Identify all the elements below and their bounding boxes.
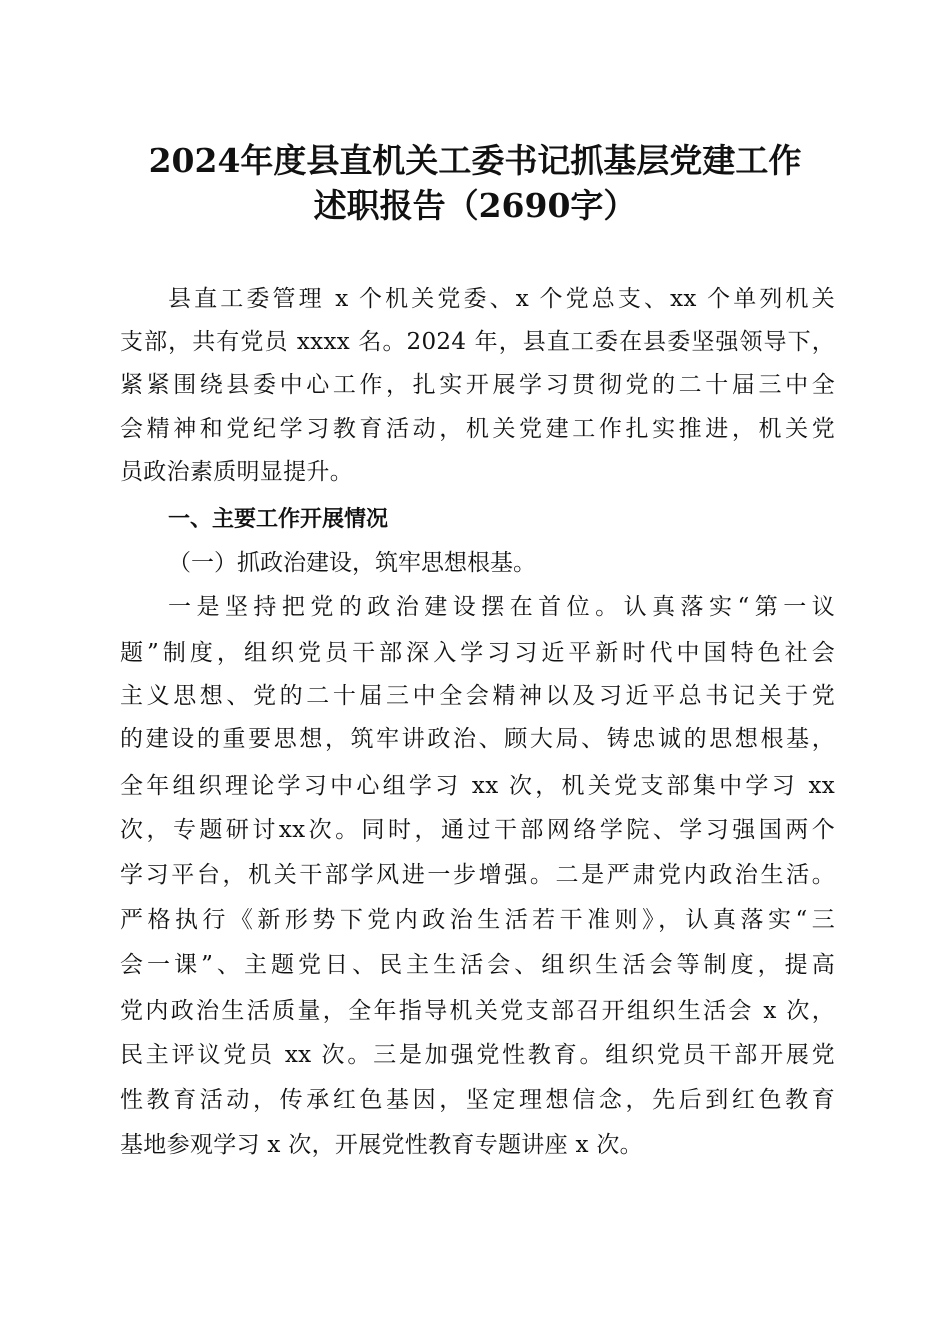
intro-line: 县直工委管理 x 个机关党委、x 个党总支、xx 个单列机关	[168, 286, 835, 312]
intro-line: 支部，共有党员 xxxx 名。2024 年，县直工委在县委坚强领导下，	[120, 329, 835, 355]
section-heading: 一、主要工作开展情况	[168, 507, 389, 532]
intro-line: 员政治素质明显提升。	[120, 459, 353, 485]
document-title-line-2: 述职报告（2690字）	[313, 186, 637, 225]
body-line: 的建设的重要思想，筑牢讲政治、顾大局、铸忠诚的思想根基，	[120, 726, 835, 752]
intro-line: 紧紧围绕县委中心工作，扎实开展学习贯彻党的二十届三中全	[120, 372, 835, 398]
body-line: 题”制度，组织党员干部深入学习习近平新时代中国特色社会	[120, 640, 835, 666]
body-line: 主义思想、党的二十届三中全会精神以及习近平总书记关于党	[120, 683, 835, 709]
body-line: 基地参观学习 x 次，开展党性教育专题讲座 x 次。	[120, 1132, 643, 1158]
body-line: 全年组织理论学习中心组学习 xx 次，机关党支部集中学习 xx	[120, 773, 835, 799]
subsection-heading: （一）抓政治建设，筑牢思想根基。	[168, 550, 536, 576]
body-line: 一是坚持把党的政治建设摆在首位。认真落实“第一议	[168, 594, 835, 620]
document-title-line-1: 2024年度县直机关工委书记抓基层党建工作	[148, 141, 802, 180]
body-line: 党内政治生活质量，全年指导机关党支部召开组织生活会 x 次，	[120, 998, 835, 1024]
body-line: 学习平台，机关干部学风进一步增强。二是严肃党内政治生活。	[120, 862, 835, 888]
body-line: 民主评议党员 xx 次。三是加强党性教育。组织党员干部开展党	[120, 1042, 835, 1068]
body-line: 会一课”、主题党日、民主生活会、组织生活会等制度，提高	[120, 952, 835, 978]
body-line: 次，专题研讨xx次。同时，通过干部网络学院、学习强国两个	[120, 817, 835, 843]
intro-line: 会精神和党纪学习教育活动，机关党建工作扎实推进，机关党	[120, 416, 835, 442]
body-line: 性教育活动，传承红色基因，坚定理想信念，先后到红色教育	[120, 1087, 835, 1113]
body-line: 严格执行《新形势下党内政治生活若干准则》，认真落实“三	[120, 907, 835, 933]
